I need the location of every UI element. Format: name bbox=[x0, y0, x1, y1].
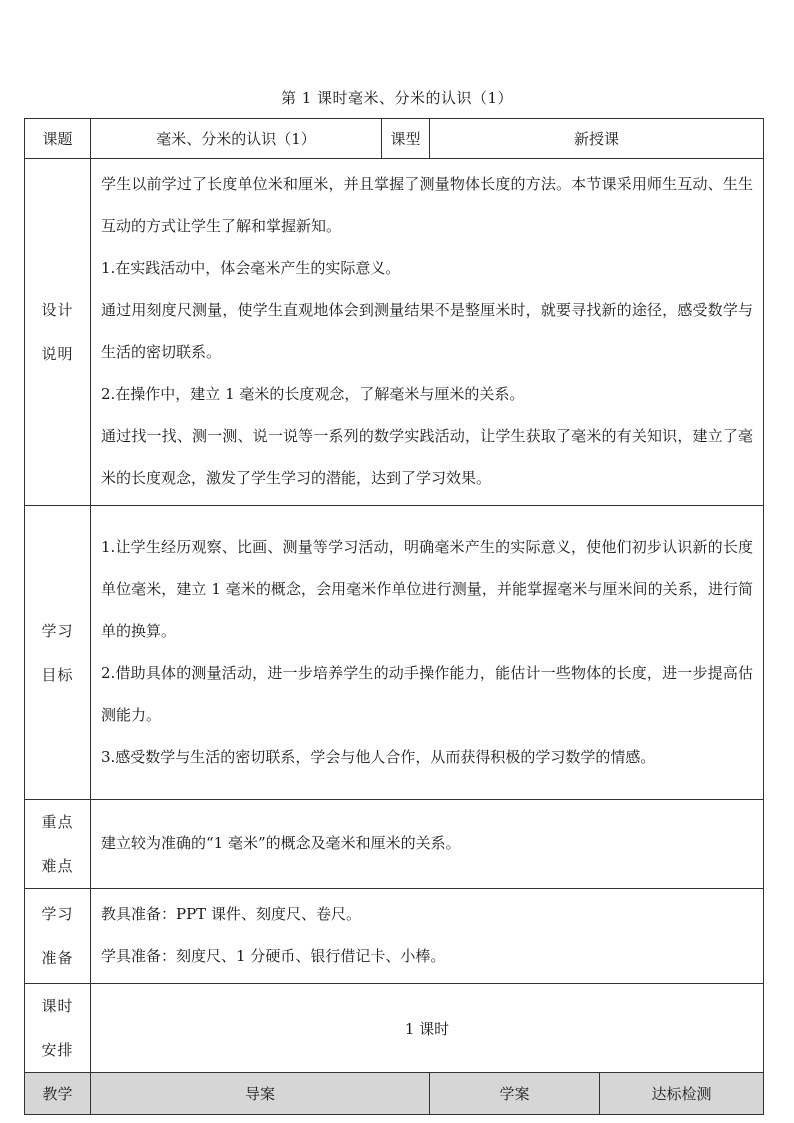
design-label-line-2: 说明 bbox=[41, 345, 74, 363]
goals-content bbox=[91, 506, 764, 800]
lesson-plan-table bbox=[24, 118, 764, 1115]
preparation-label-line-1: 学习 bbox=[41, 905, 74, 923]
key-points-content: 建立较为准确的“1 毫米”的概念及毫米和厘米的关系。 bbox=[91, 800, 764, 889]
schedule-label bbox=[25, 984, 91, 1073]
design-content bbox=[91, 159, 764, 506]
study-header: 学案 bbox=[430, 1073, 600, 1115]
teaching-header: 教学 bbox=[25, 1073, 91, 1115]
design-paragraph: 2.在操作中，建立 1 毫米的长度观念，了解毫米与厘米的关系。 bbox=[101, 385, 525, 403]
key-points-label bbox=[25, 800, 91, 889]
goals-label-line-2: 目标 bbox=[41, 665, 74, 684]
key-points-row bbox=[25, 800, 764, 889]
preparation-row bbox=[25, 889, 764, 984]
goals-label-line-1: 学习 bbox=[41, 621, 74, 640]
design-label-line-1: 设计 bbox=[41, 301, 74, 319]
goal-paragraph: 2.借助具体的测量活动，进一步培养学生的动手操作能力，能估计一些物体的长度，进一步提高估测能力。 bbox=[101, 663, 754, 724]
preparation-label-line-2: 准备 bbox=[41, 949, 74, 967]
design-paragraph: 学生以前学过了长度单位米和厘米，并且掌握了测量物体长度的方法。本节课采用师生互动、生生互动的方式让学生了解和掌握新知。 bbox=[101, 175, 754, 235]
goal-paragraph: 1.让学生经历观察、比画、测量等学习活动，明确毫米产生的实际意义，使他们初步认识新的长度单位毫米，建立 1 毫米的概念，会用毫米作单位进行测量，并能掌握毫米与厘米间的关系，进行简单的换算。 bbox=[101, 537, 754, 640]
design-paragraph: 通过用刻度尺测量，使学生直观地体会到测量结果不是整厘米时，就要寻找新的途径，感受数学与生活的密切联系。 bbox=[101, 301, 754, 361]
topic-value: 毫米、分米的认识（1） bbox=[91, 119, 382, 159]
design-paragraph: 1.在实践活动中，体会毫米产生的实际意义。 bbox=[101, 259, 401, 277]
topic-label: 课题 bbox=[25, 119, 91, 159]
type-value: 新授课 bbox=[430, 119, 764, 159]
schedule-label-line-1: 课时 bbox=[41, 997, 74, 1015]
schedule-label-line-2: 安排 bbox=[41, 1041, 74, 1059]
preparation-content bbox=[91, 889, 764, 984]
schedule-value: 1 课时 bbox=[91, 984, 764, 1073]
teacher-preparation: 教具准备：PPT 课件、刻度尺、卷尺。 bbox=[101, 905, 361, 923]
preparation-label bbox=[25, 889, 91, 984]
key-points-label-line-2: 难点 bbox=[41, 857, 74, 875]
goal-paragraph: 3.感受数学与生活的密切联系，学会与他人合作，从而获得积极的学习数学的情感。 bbox=[101, 747, 656, 766]
type-label: 课型 bbox=[382, 119, 430, 159]
design-label bbox=[25, 159, 91, 506]
document-title: 第 1 课时毫米、分米的认识（1） bbox=[280, 89, 514, 107]
guide-header: 导案 bbox=[91, 1073, 430, 1115]
design-paragraph: 通过找一找、测一测、说一说等一系列的数学实践活动，让学生获取了毫米的有关知识，建立了毫米的长度观念，激发了学生学习的潜能，达到了学习效果。 bbox=[101, 427, 754, 487]
schedule-row bbox=[25, 984, 764, 1073]
check-header: 达标检测 bbox=[600, 1073, 764, 1115]
goals-row bbox=[25, 506, 764, 800]
footer-row bbox=[25, 1073, 764, 1115]
student-preparation: 学具准备：刻度尺、1 分硬币、银行借记卡、小棒。 bbox=[101, 947, 446, 965]
topic-row bbox=[25, 119, 764, 159]
key-points-label-line-1: 重点 bbox=[41, 813, 74, 831]
design-row bbox=[25, 159, 764, 506]
goals-label bbox=[25, 506, 91, 800]
